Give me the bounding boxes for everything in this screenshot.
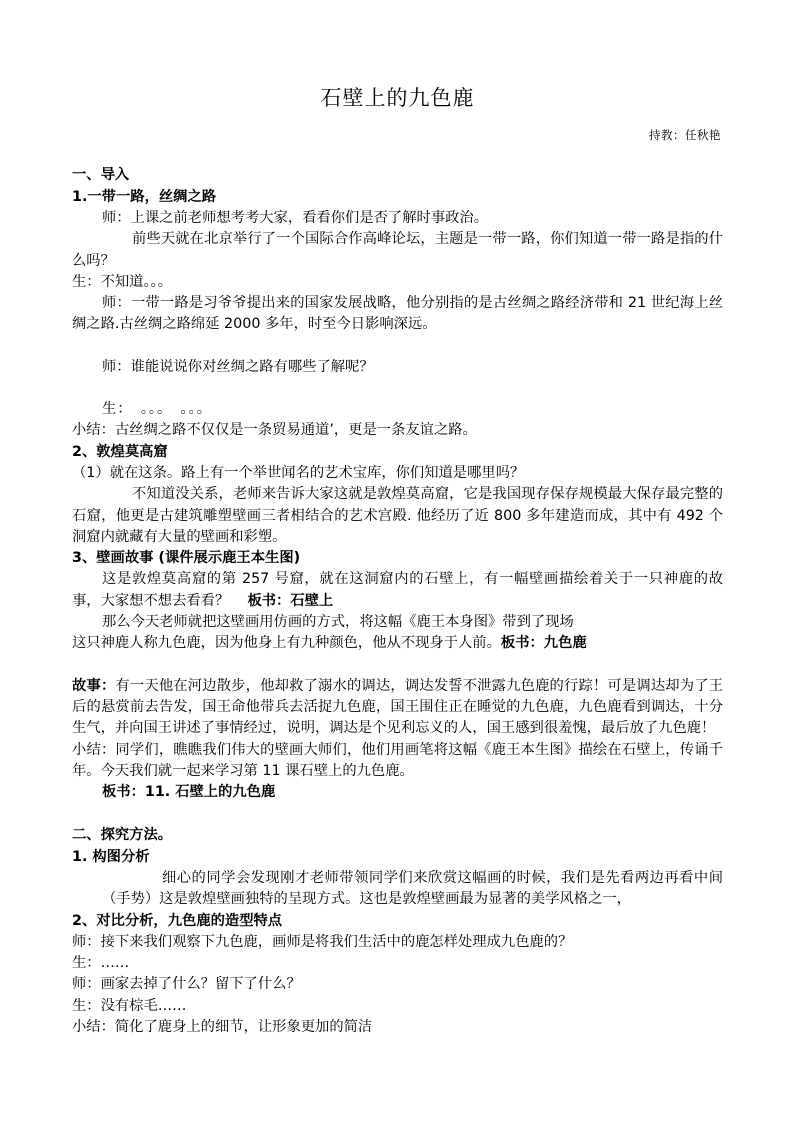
para-nine-colored-deer-text: 这只神鹿人称九色鹿，因为他身上有九种颜色，他从不现身于人前。	[72, 635, 501, 652]
board-note-lesson-title: 板书：11. 石壁上的九色鹿	[102, 784, 276, 801]
para-nine-colored-deer	[72, 633, 723, 654]
para-student-reply-2: 生： 。。。 。。。	[102, 401, 213, 418]
para-replica-painting: 那么今天老师就把这壁画用仿画的方式，将这幅《鹿王本身图》带到了现场	[102, 614, 574, 631]
para-teacher-question-removed: 师：画家去掉了什么？留下了什么？	[72, 976, 301, 993]
heading-1-1-belt-and-road: 1.一带一路，丝绸之路	[72, 188, 217, 205]
para-student-reply-4: 生：没有棕毛……	[72, 997, 187, 1014]
page-title: 石壁上的九色鹿	[320, 86, 475, 110]
heading-2-1-composition-analysis: 1. 构图分析	[72, 848, 150, 865]
heading-section-one: 一、导入	[72, 167, 130, 184]
para-mogao-question: （1）就在这条。路上有一个举世闻名的艺术宝库，你们知道是哪里吗？	[72, 464, 525, 481]
heading-2-2-contrast-analysis: 2、对比分析，九色鹿的造型特点	[72, 912, 283, 929]
heading-2-mogao-caves: 2、敦煌莫高窟	[72, 443, 168, 460]
para-teacher-explain-belt-road: 师：一带一路是习爷爷提出来的国家发展战略，他分别指的是古丝绸之路经济带和 21 世纪海上丝绸之路.古丝绸之路绵延 2000 多年，时至今日影响深远。	[72, 295, 723, 333]
spacer	[72, 803, 723, 825]
para-teacher-question-silkroad: 师：谁能说说你对丝绸之路有哪些了解呢？	[102, 358, 374, 375]
para-story	[72, 676, 723, 740]
heading-3-mural-story: 3、壁画故事 (课件展示鹿王本生图)	[72, 550, 301, 567]
para-teacher-intro-1: 师：上课之前老师想考考大家，看看你们是否了解时事政治。	[102, 209, 489, 226]
para-cave-257	[72, 569, 723, 612]
story-body: 有一天他在河边散步，他却救了溺水的调达，调达发誓不泄露九色鹿的行踪！可是调达却为了王后的悬赏前去告发，国王命他带兵去活捉九色鹿，国王围住正在睡觉的九色鹿，九色鹿看到调达，十分生气，并向国王讲述了事情经过，说明，调达是个见利忘义的人，国王感到很羞愧，最后放了九色鹿！	[72, 677, 724, 737]
para-summary-mural: 小结：同学们，瞧瞧我们伟大的壁画大师们，他们用画笔将这幅《鹿王本生图》描绘在石壁上，传诵千年。今天我们就一起来学习第 11 课石壁上的九色鹿。	[72, 741, 723, 779]
para-student-reply-3: 生：……	[72, 955, 130, 972]
heading-section-two: 二、探究方法。	[72, 827, 173, 844]
para-mogao-description: 不知道没关系，老师来告诉大家这就是敦煌莫高窟，它是我国现存保存规模最大保存最完整的石窟，他更是古建筑雕塑壁画三者相结合的艺术宫殿. 他经历了近 800 多年建造而成，其中有 492 个洞窟内就藏有大量的壁画和彩塑。	[72, 486, 723, 545]
byline-instructor: 持教：任秋艳	[649, 128, 721, 143]
para-teacher-intro-2: 前些天就在北京举行了一个国际合作高峰论坛，主题是一带一路，你们知道一带一路是指的什么吗？	[72, 231, 723, 269]
para-summary-simplification: 小结：简化了鹿身上的细节，让形象更加的简洁	[72, 1019, 373, 1036]
spacer	[72, 143, 723, 165]
story-label: 故事：	[72, 677, 116, 694]
para-summary-silkroad: 小结：古丝绸之路不仅仅是一条贸易通道’，更是一条友谊之路。	[72, 422, 477, 439]
board-note-stone-wall: 板书：石壁上	[247, 592, 334, 609]
para-student-reply-1: 生：不知道。。。	[72, 273, 173, 290]
para-composition-analysis: 细心的同学会发现刚才老师带领同学们来欣赏这幅画的时候，我们是先看两边再看中间（手势）这是敦煌壁画独特的呈现方式。这也是敦煌壁画最为显著的美学风格之一，	[102, 870, 723, 908]
board-note-nine-colored-deer: 板书：九色鹿	[500, 635, 587, 652]
para-teacher-observe-deer: 师：接下来我们观察下九色鹿，画师是将我们生活中的鹿怎样处理成九色鹿的？	[72, 933, 573, 950]
para-cave-257-text: 这是敦煌莫高窟的第 257 号窟，就在这洞窟内的石壁上，有一幅壁画描绘着关于一只神鹿的故事，大家想不想去看看？	[72, 571, 723, 609]
